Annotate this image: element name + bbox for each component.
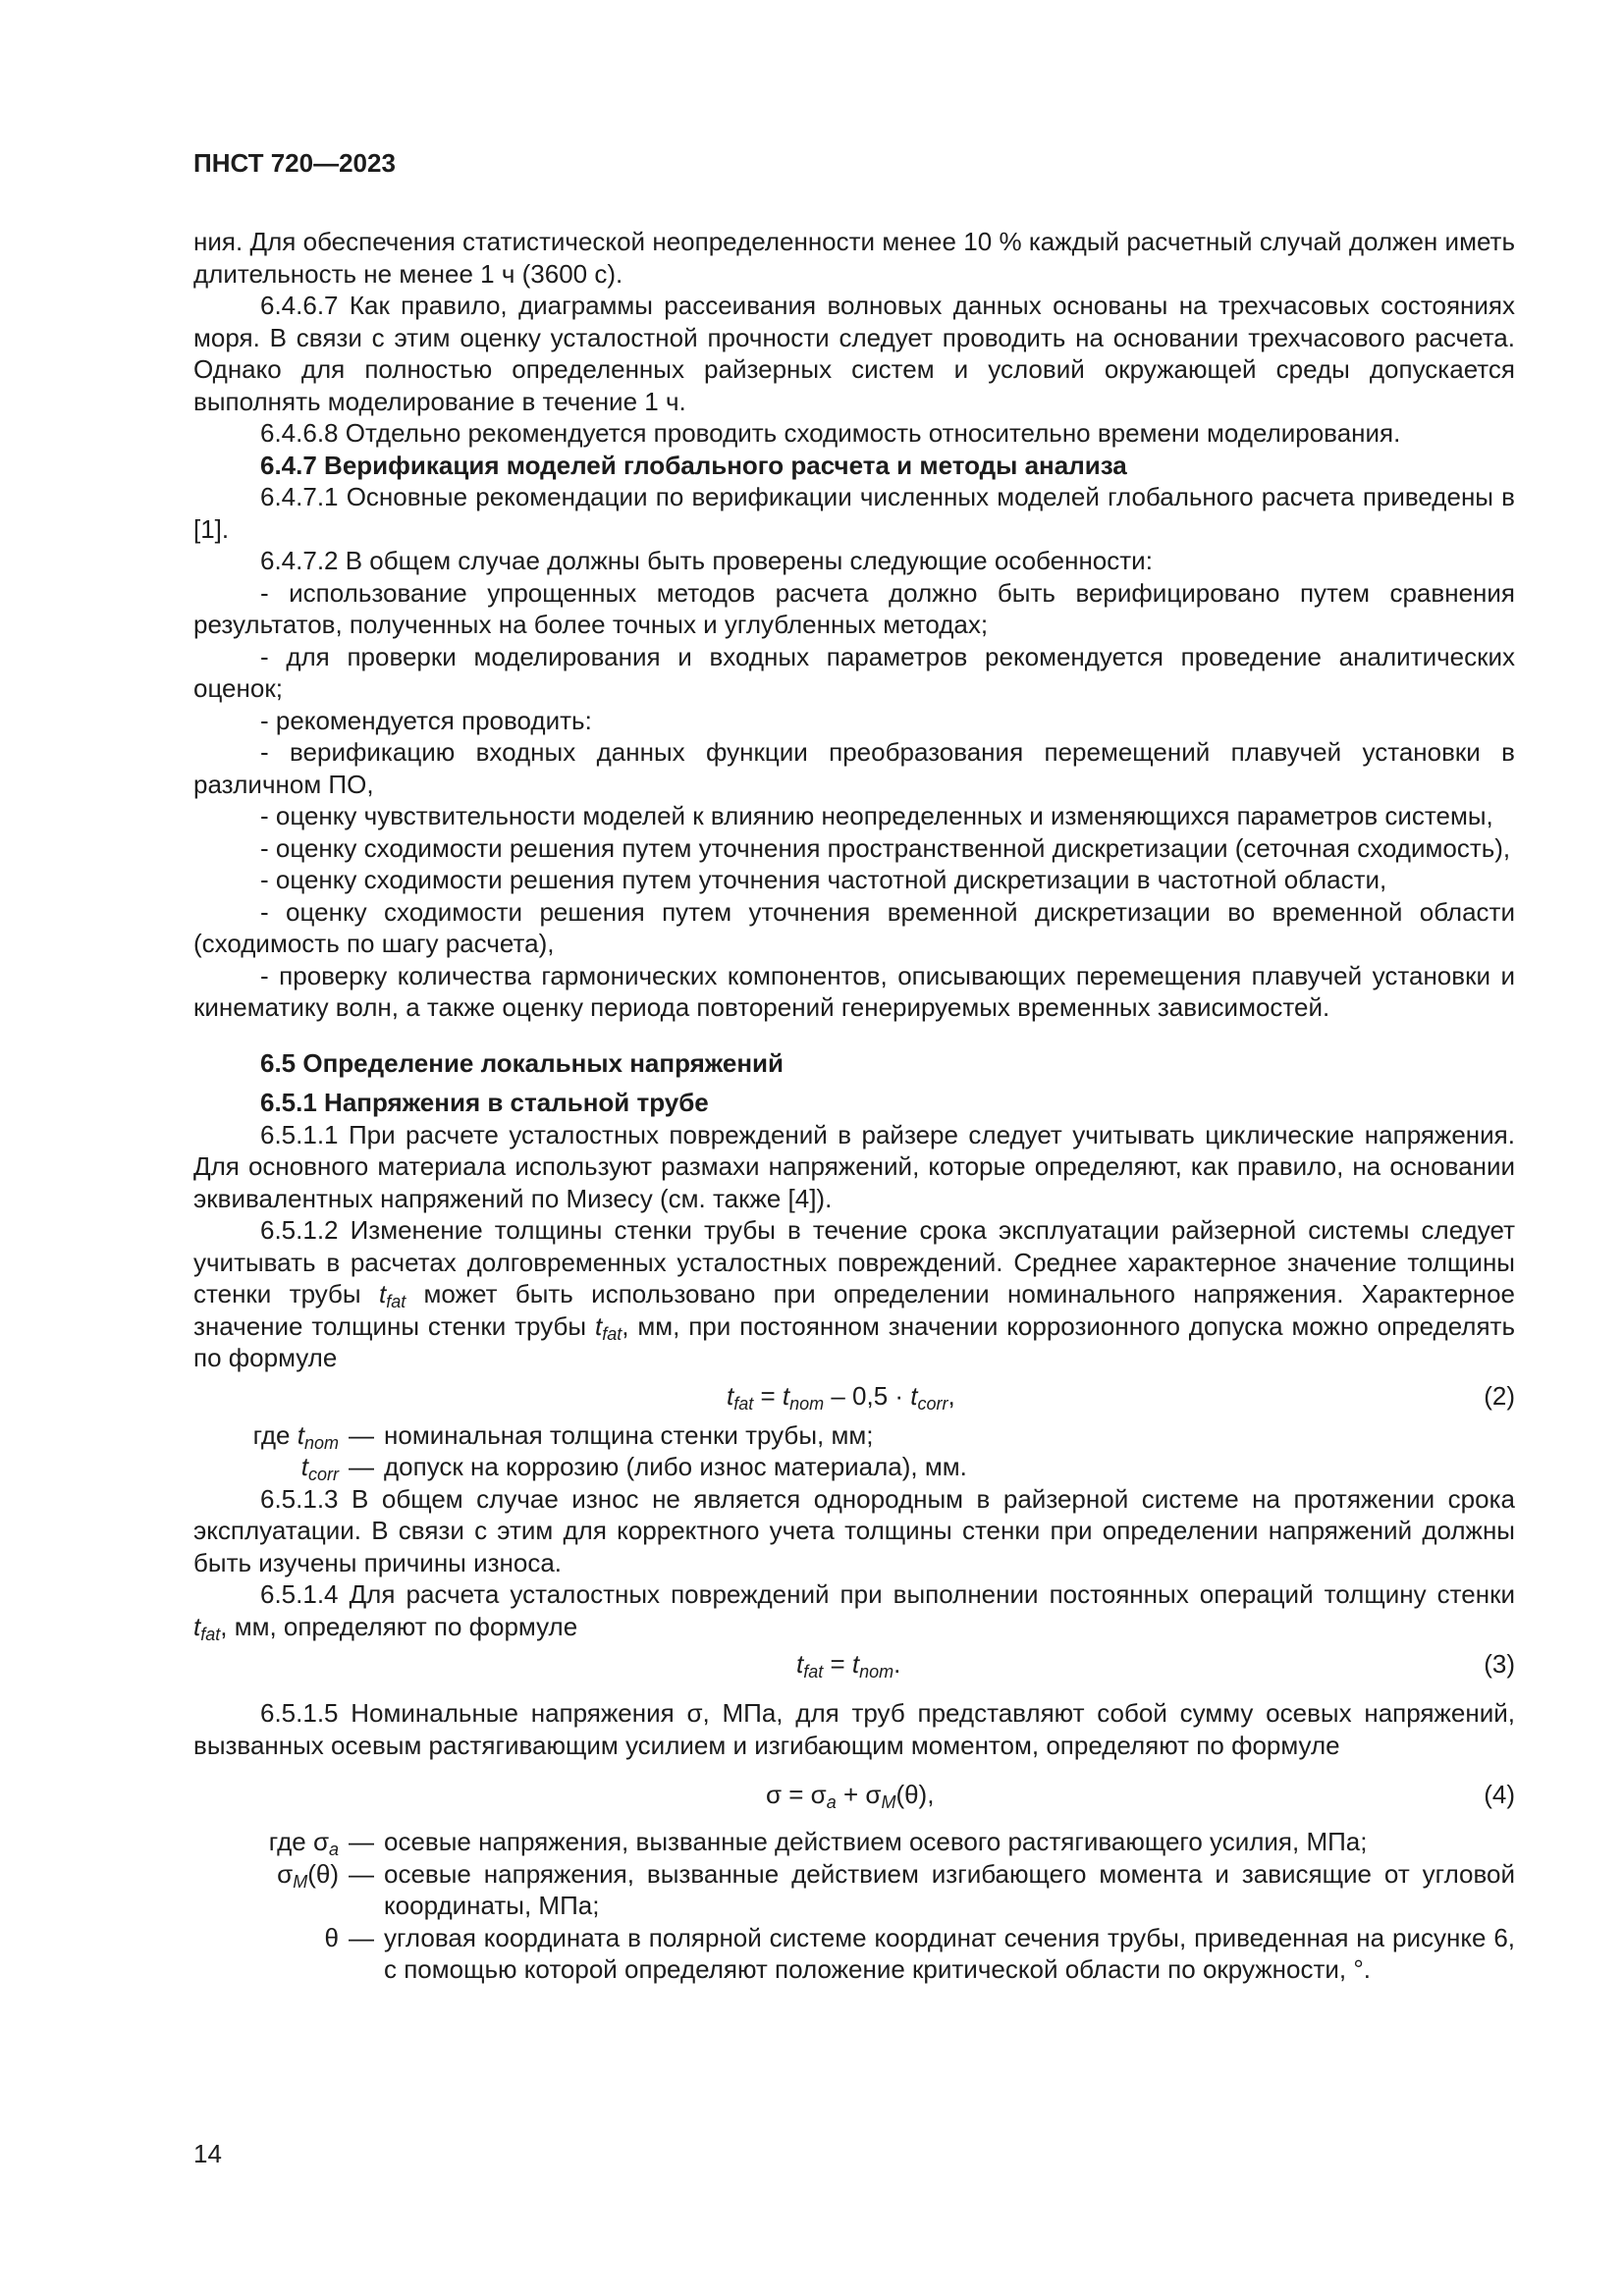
equals-sign: =: [823, 1649, 852, 1679]
text-run: может быть использовано при определении номинального напряжения. Характерное значение толщины стенки трубы: [193, 1279, 1515, 1341]
theta-argument: (θ): [307, 1858, 339, 1889]
definition-symbol: [193, 1858, 339, 1922]
subscript-a: a: [826, 1792, 837, 1812]
where-label: где: [268, 1827, 306, 1856]
subscript-nom: nom: [789, 1393, 825, 1414]
subscript-corr: corr: [308, 1465, 339, 1484]
section-heading-6-4-7: 6.4.7 Верификация моделей глобального расчета и методы анализа: [260, 450, 1127, 480]
definition-dash: —: [349, 1827, 374, 1856]
formula-3-expression: [796, 1648, 900, 1681]
list-item: - использование упрощенных методов расчета должно быть верифицировано путем сравнения результатов, полученных на более точных и углубленных методах;: [193, 577, 1515, 639]
symbol-t: t: [796, 1649, 804, 1679]
symbol-sigma: σ: [312, 1827, 329, 1856]
symbol-t: t: [851, 1649, 860, 1679]
paragraph: ния. Для обеспечения статистической неопределенности менее 10 % каждый расчетный случай должен иметь длительность не менее 1 ч (3600 с).: [193, 227, 1515, 289]
definition-symbol: [193, 1826, 339, 1858]
where-definition-sigma-m: [193, 1858, 1515, 1922]
symbol-t: t: [727, 1380, 734, 1411]
list-item: - для проверки моделирования и входных параметров рекомендуется проведение аналитических оценок;: [193, 641, 1515, 703]
theta-argument: (θ),: [895, 1780, 935, 1809]
text-run: 6.5.1.4 Для расчета усталостных повреждений при выполнении постоянных операций толщину стенки: [260, 1579, 1515, 1609]
paragraph-6-4-7-1: 6.4.7.1 Основные рекомендации по верификации численных моделей глобального расчета приведены в [1].: [193, 482, 1515, 544]
paragraph-6-4-6-8: 6.4.6.8 Отдельно рекомендуется проводить сходимость относительно времени моделирования.: [260, 418, 1401, 448]
where-definition-sigma-a: [193, 1826, 1515, 1858]
symbol-t: t: [193, 1611, 201, 1641]
subscript-M: M: [881, 1792, 896, 1812]
definition-text: допуск на коррозию (либо износ материала), мм.: [384, 1452, 967, 1481]
list-item: - оценку чувствительности моделей к влиянию неопределенных и изменяющихся параметров системы,: [260, 801, 1493, 830]
formula-4: [193, 1775, 1515, 1816]
document-header: ПНСТ 720—2023: [193, 148, 396, 178]
list-item: - оценку сходимости решения путем уточнения временной дискретизации во временной области (сходимость по шагу расчета),: [193, 896, 1515, 958]
where-definition-t-nom: [193, 1419, 1515, 1452]
paragraph-6-5-1-2: [193, 1214, 1515, 1374]
definition-text: осевые напряжения, вызванные действием осевого растягивающего усилия, МПа;: [384, 1827, 1368, 1856]
paragraph-6-5-1-5: 6.5.1.5 Номинальные напряжения σ, МПа, для труб представляют собой сумму осевых напряжений, вызванных осевым растягивающим усилием и изгибающим моментом, определяют по формуле: [193, 1698, 1515, 1760]
symbol-t: t: [300, 1452, 308, 1481]
subscript-corr: corr: [917, 1393, 948, 1414]
subscript-a: a: [328, 1840, 339, 1859]
formula-2-number: (2): [1484, 1380, 1515, 1411]
body-text: [193, 226, 1515, 1986]
subscript-fat: fat: [602, 1323, 623, 1344]
section-heading-6-5: 6.5 Определение локальных напряжений: [260, 1047, 785, 1078]
list-item: - проверку количества гармонических компонентов, описывающих перемещения плавучей установки и кинематику волн, а также оценку периода повторений генерируемых временных зависимостей.: [193, 960, 1515, 1022]
subscript-fat: fat: [200, 1624, 221, 1644]
definition-text: номинальная толщина стенки трубы, мм;: [384, 1419, 874, 1450]
subscript-fat: fat: [733, 1393, 754, 1414]
paragraph-6-4-7-2: 6.4.7.2 В общем случае должны быть проверены следующие особенности:: [260, 546, 1153, 575]
definition-dash: —: [349, 1419, 374, 1450]
symbol-t: t: [594, 1310, 603, 1341]
text-run: , мм, при постоянном значении коррозионного допуска можно определять по формуле: [193, 1310, 1515, 1372]
formula-end: ,: [947, 1380, 955, 1411]
text-run: 6.5.1.2 Изменение толщины стенки трубы в течение срока эксплуатации райзерной системы следует учитывать в расчетах долговременных усталостных повреждений. Среднее характерное значение толщины стенки трубы: [193, 1215, 1515, 1308]
subscript-nom: nom: [303, 1432, 339, 1453]
symbol-t: t: [782, 1380, 790, 1411]
where-label: где: [252, 1419, 291, 1450]
formula-4-expression: [766, 1779, 934, 1811]
symbol-sigma: σ: [277, 1858, 294, 1889]
formula-3-number: (3): [1484, 1649, 1515, 1679]
formula-3: [193, 1644, 1515, 1685]
list-item: - оценку сходимости решения путем уточнения пространственной дискретизации (сеточная сходимость),: [260, 832, 1511, 863]
definition-symbol: [193, 1451, 339, 1483]
symbol-theta: θ: [324, 1922, 339, 1952]
list-item: - верификацию входных данных функции преобразования перемещений плавучей установки в различном ПО,: [193, 737, 1515, 799]
where-definition-t-corr: [193, 1451, 1515, 1483]
list-item: - оценку сходимости решения путем уточнения частотной дискретизации в частотной области,: [260, 865, 1387, 894]
paragraph-6-5-1-3: 6.5.1.3 В общем случае износ не является однородным в райзерной системе на протяжении срока эксплуатации. В связи с этим для корректного учета толщины стенки при определении напряжений должны быть изучены причины износа.: [193, 1483, 1515, 1577]
subscript-fat: fat: [803, 1662, 824, 1682]
formula-4-number: (4): [1484, 1780, 1515, 1809]
definition-dash: —: [349, 1922, 374, 1952]
subscript-M: M: [293, 1871, 308, 1892]
minus-term: – 0,5 ·: [824, 1380, 911, 1411]
symbol-t: t: [910, 1380, 918, 1411]
paragraph-6-5-1-1: 6.5.1.1 При расчете усталостных повреждений в райзере следует учитывать циклические напряжения. Для основного материала используют размахи напряжений, которые определяют, как правило, на основании эквивалентных напряжений по Мизесу (см. также [4]).: [193, 1119, 1515, 1213]
paragraph-6-5-1-4: [193, 1578, 1515, 1642]
definition-symbol: [193, 1419, 339, 1452]
definition-symbol: [193, 1922, 339, 1986]
symbol-t: t: [297, 1419, 304, 1450]
formula-2-expression: [727, 1380, 955, 1413]
paragraph-6-4-6-7: 6.4.6.7 Как правило, диаграммы рассеивания волновых данных основаны на трехчасовых состояниях моря. В связи с этим оценку усталостной прочности следует проводить на основании трехчасового расчета. Однако для полностью определенных райзерных систем и условий окружающей среды допускается выполнять моделирование в течение 1 ч.: [193, 291, 1515, 416]
plus-term: + σ: [836, 1780, 882, 1809]
definition-text: осевые напряжения, вызванные действием изгибающего момента и зависящие от угловой координаты, МПа;: [384, 1858, 1515, 1920]
text-run: , мм, определяют по формуле: [220, 1611, 578, 1641]
symbol-t: t: [378, 1279, 387, 1308]
definition-dash: —: [349, 1858, 374, 1889]
page-number: 14: [193, 2139, 222, 2168]
list-item: - рекомендуется проводить:: [260, 705, 592, 735]
formula-2: [193, 1376, 1515, 1417]
subscript-nom: nom: [859, 1662, 894, 1682]
definition-text: угловая координата в полярной системе координат сечения трубы, приведенная на рисунке 6, с помощью которой определяют положение критической области по окружности, °.: [384, 1922, 1515, 1984]
where-definition-theta: [193, 1922, 1515, 1986]
formula-lhs: σ = σ: [766, 1780, 827, 1809]
subscript-fat: fat: [386, 1292, 406, 1311]
equals-sign: =: [753, 1380, 783, 1411]
section-heading-6-5-1: 6.5.1 Напряжения в стальной трубе: [260, 1088, 709, 1117]
definition-dash: —: [349, 1452, 374, 1481]
formula-end: .: [893, 1649, 901, 1679]
